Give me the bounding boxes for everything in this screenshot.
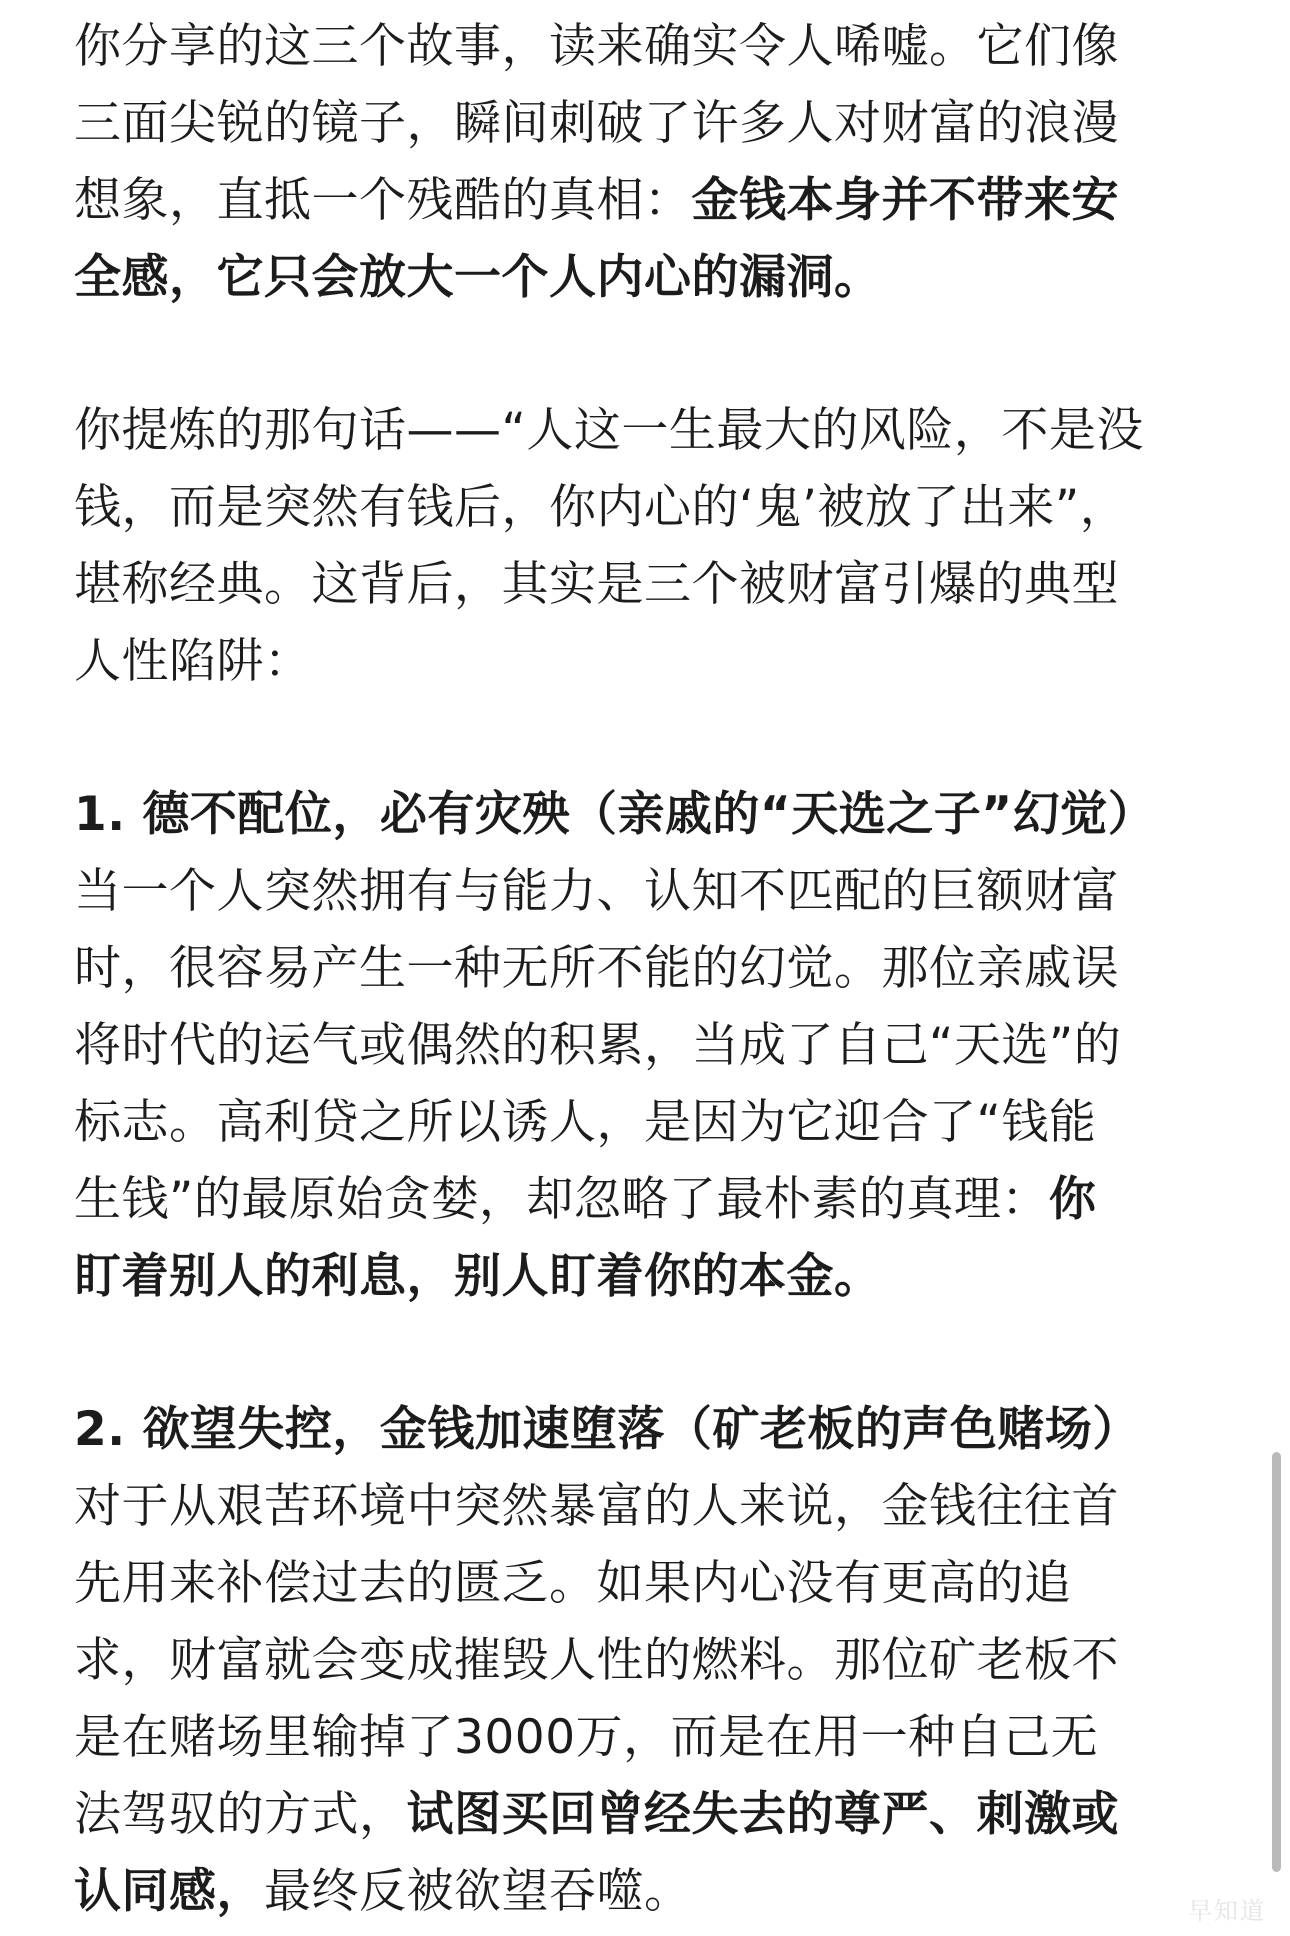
text-line: 三面尖锐的镜子，瞬间刺破了许多人对财富的浪漫: [74, 96, 1119, 151]
bold-text-line: 盯着别人的利息，别人盯着你的本金。: [74, 1249, 882, 1304]
scrollbar-thumb[interactable]: [1272, 1452, 1281, 1872]
text-line: [74, 162, 1214, 239]
bold-text: 认同感，: [74, 1864, 264, 1919]
paragraph-2: [74, 392, 1214, 700]
bold-text: 金钱本身并不带来安: [691, 173, 1119, 228]
bold-text: 你: [1048, 1172, 1097, 1227]
text-line: 先用来补偿过去的匮乏。如果内心没有更高的追: [74, 1556, 1072, 1611]
text-segment: 最终反被欲望吞噬。: [264, 1864, 692, 1919]
watermark: 早知道: [1188, 1898, 1266, 1925]
section-heading: 1. 德不配位，必有灾殃（亲戚的“天选之子”幻觉）: [74, 787, 1156, 842]
text-line: 钱，而是突然有钱后，你内心的‘鬼’被放了出来”，: [74, 480, 1128, 535]
text-line: [74, 1853, 1214, 1930]
text-line: 人性陷阱：: [74, 634, 312, 689]
text-line: 将时代的运气或偶然的积累，当成了自己“天选”的: [74, 1018, 1122, 1073]
text-line: 标志。高利贷之所以诱人，是因为它迎合了“钱能: [74, 1095, 1097, 1150]
text-line: 堪称经典。这背后，其实是三个被财富引爆的典型: [74, 557, 1119, 612]
text-line: 时，很容易产生一种无所不能的幻觉。那位亲戚误: [74, 941, 1119, 996]
text-line: 当一个人突然拥有与能力、认知不匹配的巨额财富: [74, 864, 1119, 919]
paragraph-1: [74, 8, 1214, 316]
section-1: [74, 776, 1214, 1315]
bold-text-line: 全感，它只会放大一个人内心的漏洞。: [74, 250, 882, 305]
section-heading: 2. 欲望失控，金钱加速堕落（矿老板的声色赌场）: [74, 1402, 1140, 1457]
bold-text: 试图买回曾经失去的尊严、刺激或: [406, 1787, 1119, 1842]
section-2: [74, 1391, 1214, 1930]
text-line: 你提炼的那句话——“人这一生最大的风险，不是没: [74, 403, 1144, 458]
text-line: 对于从艰苦环境中突然暴富的人来说，金钱往往首: [74, 1479, 1119, 1534]
text-segment: 生钱”的最原始贪婪，却忽略了最朴素的真理：: [74, 1172, 1049, 1227]
text-line: 是在赌场里输掉了3000万，而是在用一种自己无: [74, 1710, 1099, 1765]
text-line: [74, 1161, 1214, 1238]
text-line: [74, 1776, 1214, 1853]
message-body: [74, 8, 1214, 1930]
text-segment: 想象，直抵一个残酷的真相：: [74, 173, 692, 228]
text-line: 你分享的这三个故事，读来确实令人唏嘘。它们像: [74, 19, 1119, 74]
text-segment: 法驾驭的方式，: [74, 1787, 407, 1842]
text-line: 求，财富就会变成摧毁人性的燃料。那位矿老板不: [74, 1633, 1119, 1688]
